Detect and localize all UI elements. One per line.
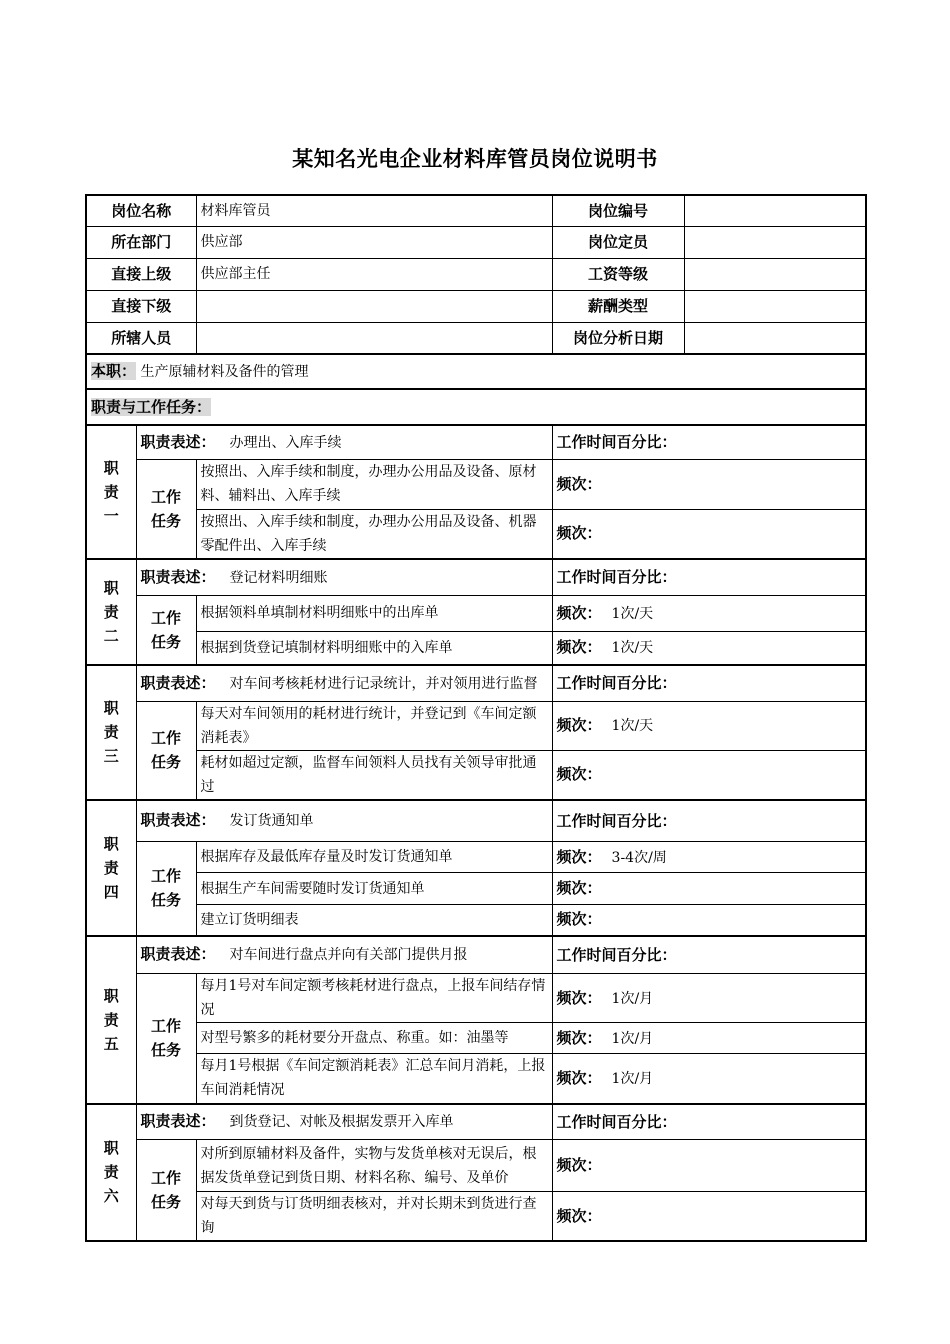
task-row xyxy=(86,750,866,800)
duty-desc-row xyxy=(86,936,866,974)
role-value: 生产原辅材料及备件的管理 xyxy=(140,364,309,380)
duty-description xyxy=(136,800,552,842)
duty-name xyxy=(86,559,136,665)
info-value: 供应部 xyxy=(196,226,552,258)
info-row xyxy=(86,322,866,354)
frequency-value: 1次/天 xyxy=(611,640,654,657)
frequency-cell xyxy=(552,1054,866,1104)
task-row xyxy=(86,1140,866,1192)
info-value: 材料库管员 xyxy=(196,195,552,226)
duty-description xyxy=(136,559,552,595)
duty-name-char: 责 xyxy=(103,1010,119,1029)
task-row xyxy=(86,905,866,936)
frequency-cell xyxy=(552,701,866,750)
duty-name-char: 责 xyxy=(103,603,119,621)
duty-name-char: 职 xyxy=(103,699,119,718)
duty-name-char: 职 xyxy=(103,579,119,597)
duty-description xyxy=(136,1104,552,1140)
frequency-cell xyxy=(552,459,866,509)
info-label: 所辖人员 xyxy=(86,322,196,354)
task-label-line: 任务 xyxy=(151,632,182,651)
frequency-label: 频次： xyxy=(556,879,602,897)
duty-description xyxy=(136,665,552,701)
task-text: 对每天到货与订货明细表核对，并对长期未到货进行查询 xyxy=(196,1192,552,1242)
info-label: 岗位分析日期 xyxy=(552,322,684,354)
duties-header: 职责与工作任务： xyxy=(91,397,212,416)
info-value xyxy=(196,322,552,354)
duty-description-text: 到货登记、对帐及根据发票开入库单 xyxy=(229,1114,454,1131)
frequency-cell xyxy=(552,842,866,873)
duty-name-char: 责 xyxy=(103,723,119,742)
task-text: 耗材如超过定额，监督车间领料人员找有关领导审批通过 xyxy=(196,750,552,800)
task-text: 根据到货登记填制材料明细账中的入库单 xyxy=(196,631,552,665)
task-label xyxy=(136,1140,196,1242)
task-text: 按照出、入库手续和制度，办理办公用品及设备、机器零配件出、入库手续 xyxy=(196,509,552,559)
duty-name xyxy=(86,1104,136,1242)
frequency-value: 1次/月 xyxy=(611,1030,654,1047)
frequency-cell xyxy=(552,1140,866,1192)
frequency-label: 频次： xyxy=(556,474,602,493)
task-label xyxy=(136,459,196,559)
info-value xyxy=(684,290,866,322)
task-row xyxy=(86,873,866,905)
duty-name xyxy=(86,800,136,936)
task-row xyxy=(86,842,866,873)
frequency-label: 频次： xyxy=(556,1156,602,1174)
frequency-label: 频次： xyxy=(556,638,602,657)
duty-desc-row xyxy=(86,425,866,459)
role-row xyxy=(86,354,866,389)
duty-name-char: 四 xyxy=(103,882,119,901)
duty-description-label: 职责表述： xyxy=(140,432,216,451)
duty-description-text: 对车间进行盘点并向有关部门提供月报 xyxy=(229,947,468,964)
task-label-line: 任务 xyxy=(151,1193,182,1211)
duty-description-text: 办理出、入库手续 xyxy=(229,434,342,451)
duty-description-label: 职责表述： xyxy=(140,673,216,692)
frequency-value: 1次/月 xyxy=(611,1070,654,1087)
info-row xyxy=(86,258,866,290)
task-label-line: 任务 xyxy=(151,753,182,771)
duty-name-char: 职 xyxy=(103,1139,119,1158)
task-text: 每月1号对车间定额考核耗材进行盘点，上报车间结存情况 xyxy=(196,974,552,1023)
duty-name xyxy=(86,665,136,800)
frequency-cell xyxy=(552,873,866,905)
duty-description-label: 职责表述： xyxy=(140,1112,216,1131)
frequency-value: 3-4次/周 xyxy=(611,849,667,866)
info-label: 工资等级 xyxy=(552,258,684,290)
duty-description-text: 对车间考核耗材进行记录统计，并对领用进行监督 xyxy=(229,675,538,692)
time-percentage-label: 工作时间百分比： xyxy=(552,1104,866,1140)
frequency-cell xyxy=(552,595,866,631)
task-row xyxy=(86,459,866,509)
info-row xyxy=(86,226,866,258)
duty-name-char: 职 xyxy=(103,834,119,853)
info-label: 直接上级 xyxy=(86,258,196,290)
duty-name xyxy=(86,425,136,559)
job-description-table xyxy=(85,194,867,1242)
task-label-line: 任务 xyxy=(151,511,182,530)
frequency-label: 频次： xyxy=(556,524,602,543)
frequency-value: 1次/月 xyxy=(611,990,654,1007)
duty-description-label: 职责表述： xyxy=(140,811,216,830)
time-percentage-label: 工作时间百分比： xyxy=(552,800,866,842)
info-row xyxy=(86,195,866,226)
info-label: 岗位名称 xyxy=(86,195,196,226)
duty-desc-row xyxy=(86,665,866,701)
task-text: 根据生产车间需要随时发订货通知单 xyxy=(196,873,552,905)
frequency-label: 频次： xyxy=(556,1206,602,1225)
task-label-line: 工作 xyxy=(151,1017,182,1036)
duty-description-label: 职责表述： xyxy=(140,945,216,964)
duty-name-char: 二 xyxy=(103,627,119,645)
info-label: 岗位定员 xyxy=(552,226,684,258)
task-label xyxy=(136,974,196,1104)
info-label: 岗位编号 xyxy=(552,195,684,226)
frequency-label: 频次： xyxy=(556,603,602,622)
info-label: 所在部门 xyxy=(86,226,196,258)
duty-name-char: 一 xyxy=(103,507,119,525)
info-label: 薪酬类型 xyxy=(552,290,684,322)
task-row xyxy=(86,974,866,1023)
task-text: 对型号繁多的耗材要分开盘点、称重。如：油墨等 xyxy=(196,1023,552,1054)
frequency-label: 频次： xyxy=(556,847,602,866)
frequency-cell xyxy=(552,631,866,665)
task-label xyxy=(136,595,196,665)
task-text: 根据领料单填制材料明细账中的出库单 xyxy=(196,595,552,631)
frequency-value: 1次/天 xyxy=(611,718,654,734)
frequency-label: 频次： xyxy=(556,1068,602,1087)
info-value xyxy=(684,258,866,290)
page-title: 某知名光电企业材料库管员岗位说明书 xyxy=(292,147,658,171)
duties-header-row xyxy=(86,389,866,425)
duty-desc-row xyxy=(86,1104,866,1140)
duty-desc-row xyxy=(86,800,866,842)
frequency-label: 频次： xyxy=(556,910,602,929)
task-label xyxy=(136,842,196,936)
frequency-label: 频次： xyxy=(556,1028,602,1047)
frequency-cell xyxy=(552,1023,866,1054)
info-label: 直接下级 xyxy=(86,290,196,322)
duty-name-char: 五 xyxy=(103,1034,119,1053)
frequency-label: 频次： xyxy=(556,716,602,734)
duty-description-text: 登记材料明细账 xyxy=(229,569,328,586)
frequency-cell xyxy=(552,509,866,559)
duty-description xyxy=(136,936,552,974)
task-label-line: 工作 xyxy=(151,487,182,506)
task-label-line: 工作 xyxy=(151,729,182,747)
duty-name-char: 责 xyxy=(103,1163,119,1182)
duty-name-char: 六 xyxy=(103,1187,119,1206)
duty-name-char: 责 xyxy=(103,483,119,501)
duty-desc-row xyxy=(86,559,866,595)
duty-name-char: 职 xyxy=(103,459,119,477)
task-label-line: 任务 xyxy=(151,891,182,910)
duty-description-text: 发订货通知单 xyxy=(229,813,314,830)
task-row xyxy=(86,1054,866,1104)
task-row xyxy=(86,701,866,750)
task-text: 每天对车间领用的耗材进行统计，并登记到《车间定额消耗表》 xyxy=(196,701,552,750)
task-label-line: 工作 xyxy=(151,608,182,627)
time-percentage-label: 工作时间百分比： xyxy=(552,559,866,595)
info-value xyxy=(196,290,552,322)
info-value xyxy=(684,322,866,354)
task-label xyxy=(136,701,196,800)
duty-name-char: 责 xyxy=(103,858,119,877)
task-row xyxy=(86,631,866,665)
info-value xyxy=(684,226,866,258)
task-row xyxy=(86,1192,866,1242)
frequency-label: 频次： xyxy=(556,765,602,783)
task-row xyxy=(86,509,866,559)
frequency-cell xyxy=(552,750,866,800)
info-value xyxy=(684,195,866,226)
duty-name-char: 三 xyxy=(103,747,119,766)
task-row xyxy=(86,1023,866,1054)
task-label-line: 工作 xyxy=(151,867,182,886)
duty-description xyxy=(136,425,552,459)
time-percentage-label: 工作时间百分比： xyxy=(552,425,866,459)
info-row xyxy=(86,290,866,322)
duty-name xyxy=(86,936,136,1104)
frequency-label: 频次： xyxy=(556,988,602,1007)
frequency-cell xyxy=(552,905,866,936)
task-text: 每月1号根据《车间定额消耗表》汇总车间月消耗，上报车间消耗情况 xyxy=(196,1054,552,1104)
task-text: 根据库存及最低库存量及时发订货通知单 xyxy=(196,842,552,873)
duty-description-label: 职责表述： xyxy=(140,567,216,586)
frequency-cell xyxy=(552,974,866,1023)
time-percentage-label: 工作时间百分比： xyxy=(552,936,866,974)
task-row xyxy=(86,595,866,631)
task-text: 按照出、入库手续和制度，办理办公用品及设备、原材料、辅料出、入库手续 xyxy=(196,459,552,509)
time-percentage-label: 工作时间百分比： xyxy=(552,665,866,701)
info-value: 供应部主任 xyxy=(196,258,552,290)
task-text: 建立订货明细表 xyxy=(196,905,552,936)
duty-name-char: 职 xyxy=(103,986,119,1005)
role-label: 本职： xyxy=(91,362,137,380)
frequency-value: 1次/天 xyxy=(611,605,654,622)
task-text: 对所到原辅材料及备件，实物与发货单核对无误后，根据发货单登记到货日期、材料名称、编号、及单价 xyxy=(196,1140,552,1192)
task-label-line: 任务 xyxy=(151,1041,182,1060)
frequency-cell xyxy=(552,1192,866,1242)
task-label-line: 工作 xyxy=(151,1169,182,1187)
